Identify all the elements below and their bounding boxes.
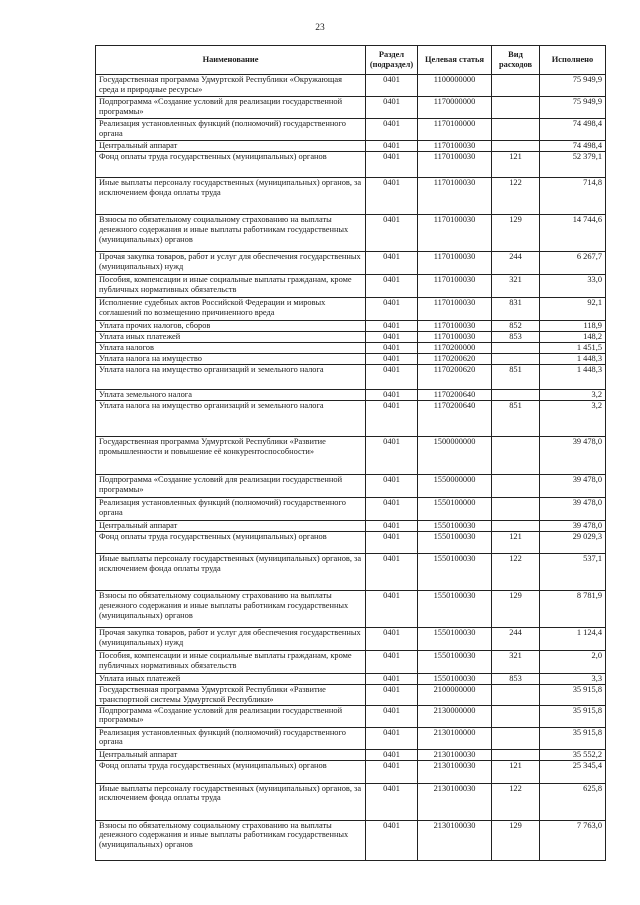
cell-expense-type (492, 475, 540, 498)
table-row (96, 141, 606, 152)
cell-name: Фонд оплаты труда государственных (муниципальных) органов (96, 152, 366, 178)
table-row (96, 628, 606, 651)
cell-target: 1170100030 (418, 298, 492, 321)
cell-section: 0401 (366, 783, 418, 820)
cell-executed: 25 345,4 (540, 760, 606, 783)
cell-name: Взносы по обязательному социальному страхованию на выплаты денежного содержания и иные выплаты работникам государственных (муниципальных) органов (96, 215, 366, 252)
cell-name: Уплата земельного налога (96, 390, 366, 401)
cell-target: 1170100030 (418, 275, 492, 298)
table-row (96, 390, 606, 401)
cell-section: 0401 (366, 119, 418, 141)
cell-executed: 714,8 (540, 178, 606, 215)
cell-executed: 35 915,8 (540, 685, 606, 706)
cell-target: 2130100000 (418, 727, 492, 749)
cell-expense-type: 853 (492, 332, 540, 343)
table-row (96, 727, 606, 749)
cell-section: 0401 (366, 152, 418, 178)
cell-name: Уплата иных платежей (96, 332, 366, 343)
cell-expense-type (492, 437, 540, 475)
cell-executed: 74 498,4 (540, 141, 606, 152)
cell-target: 1170100030 (418, 252, 492, 275)
cell-target: 1170100030 (418, 141, 492, 152)
header-executed: Исполнено (540, 46, 606, 75)
budget-table (95, 45, 606, 861)
table-row (96, 820, 606, 860)
table-row (96, 554, 606, 591)
table-row (96, 591, 606, 628)
table-row (96, 343, 606, 354)
table-header-row (96, 46, 606, 75)
cell-executed: 75 949,9 (540, 97, 606, 119)
cell-expense-type: 122 (492, 783, 540, 820)
cell-name: Центральный аппарат (96, 141, 366, 152)
table-row (96, 321, 606, 332)
cell-executed: 148,2 (540, 332, 606, 343)
cell-name: Уплата налога на имущество (96, 354, 366, 365)
cell-name: Иные выплаты персоналу государственных (муниципальных) органов, за исключением фонда оплаты труда (96, 178, 366, 215)
table-row (96, 783, 606, 820)
table-row (96, 75, 606, 97)
cell-name: Реализация установленных функций (полномочий) государственного органа (96, 498, 366, 521)
cell-executed: 6 267,7 (540, 252, 606, 275)
cell-name: Подпрограмма «Создание условий для реализации государственной программы» (96, 475, 366, 498)
cell-target: 1550100030 (418, 674, 492, 685)
cell-executed: 1 448,3 (540, 365, 606, 390)
cell-name: Взносы по обязательному социальному страхованию на выплаты денежного содержания и иные выплаты работникам государственных (муниципальных) органов (96, 591, 366, 628)
cell-expense-type: 121 (492, 152, 540, 178)
cell-expense-type (492, 685, 540, 706)
table-row (96, 498, 606, 521)
cell-section: 0401 (366, 760, 418, 783)
cell-target: 1550100030 (418, 651, 492, 674)
cell-executed: 3,2 (540, 390, 606, 401)
cell-name: Реализация установленных функций (полномочий) государственного органа (96, 119, 366, 141)
cell-executed: 52 379,1 (540, 152, 606, 178)
cell-name: Государственная программа Удмуртской Республики «Развитие промышленности и повышение её конкурентоспособности» (96, 437, 366, 475)
table-row (96, 475, 606, 498)
header-expense-type: Вид расходов (492, 46, 540, 75)
table-row (96, 651, 606, 674)
cell-section: 0401 (366, 97, 418, 119)
cell-expense-type: 852 (492, 321, 540, 332)
table-row (96, 298, 606, 321)
cell-executed: 3,2 (540, 401, 606, 437)
cell-name: Государственная программа Удмуртской Республики «Окружающая среда и природные ресурсы» (96, 75, 366, 97)
cell-name: Пособия, компенсации и иные социальные выплаты гражданам, кроме публичных нормативных обязательств (96, 651, 366, 674)
cell-executed: 2,0 (540, 651, 606, 674)
cell-name: Взносы по обязательному социальному страхованию на выплаты денежного содержания и иные выплаты работникам государственных (муниципальных) органов (96, 820, 366, 860)
cell-target: 1550100030 (418, 532, 492, 554)
cell-section: 0401 (366, 685, 418, 706)
cell-section: 0401 (366, 749, 418, 760)
cell-section: 0401 (366, 343, 418, 354)
cell-section: 0401 (366, 674, 418, 685)
cell-expense-type: 122 (492, 554, 540, 591)
cell-target: 1170200620 (418, 354, 492, 365)
cell-executed: 625,8 (540, 783, 606, 820)
cell-section: 0401 (366, 475, 418, 498)
cell-executed: 118,9 (540, 321, 606, 332)
cell-target: 2130000000 (418, 705, 492, 727)
cell-section: 0401 (366, 554, 418, 591)
table-row (96, 437, 606, 475)
cell-name: Центральный аппарат (96, 521, 366, 532)
cell-target: 1100000000 (418, 75, 492, 97)
cell-executed: 35 915,8 (540, 705, 606, 727)
cell-target: 1170000000 (418, 97, 492, 119)
cell-name: Уплата налога на имущество организаций и земельного налога (96, 401, 366, 437)
cell-name: Реализация установленных функций (полномочий) государственного органа (96, 727, 366, 749)
cell-target: 1550100030 (418, 521, 492, 532)
cell-executed: 39 478,0 (540, 521, 606, 532)
cell-expense-type: 244 (492, 628, 540, 651)
cell-target: 1170200000 (418, 343, 492, 354)
table-row (96, 685, 606, 706)
cell-executed: 14 744,6 (540, 215, 606, 252)
cell-section: 0401 (366, 401, 418, 437)
cell-target: 2130100030 (418, 760, 492, 783)
cell-executed: 8 781,9 (540, 591, 606, 628)
cell-name: Уплата прочих налогов, сборов (96, 321, 366, 332)
cell-expense-type (492, 119, 540, 141)
table-row (96, 178, 606, 215)
cell-expense-type: 244 (492, 252, 540, 275)
cell-executed: 92,1 (540, 298, 606, 321)
cell-name: Фонд оплаты труда государственных (муниципальных) органов (96, 760, 366, 783)
table-row (96, 521, 606, 532)
cell-section: 0401 (366, 521, 418, 532)
cell-executed: 35 915,8 (540, 727, 606, 749)
table-row (96, 401, 606, 437)
cell-expense-type (492, 727, 540, 749)
cell-executed: 33,0 (540, 275, 606, 298)
cell-executed: 39 478,0 (540, 475, 606, 498)
cell-executed: 74 498,4 (540, 119, 606, 141)
cell-target: 2130100030 (418, 820, 492, 860)
cell-expense-type: 122 (492, 178, 540, 215)
cell-name: Иные выплаты персоналу государственных (муниципальных) органов, за исключением фонда оплаты труда (96, 783, 366, 820)
cell-expense-type (492, 390, 540, 401)
cell-target: 1500000000 (418, 437, 492, 475)
cell-section: 0401 (366, 141, 418, 152)
cell-target: 1170100030 (418, 215, 492, 252)
table-row (96, 332, 606, 343)
cell-section: 0401 (366, 498, 418, 521)
cell-name: Прочая закупка товаров, работ и услуг для обеспечения государственных (муниципальных) нужд (96, 628, 366, 651)
cell-expense-type (492, 521, 540, 532)
cell-expense-type (492, 97, 540, 119)
cell-expense-type (492, 498, 540, 521)
cell-section: 0401 (366, 298, 418, 321)
cell-target: 2130100030 (418, 749, 492, 760)
cell-target: 1170200640 (418, 401, 492, 437)
table-row (96, 749, 606, 760)
table-row (96, 354, 606, 365)
cell-section: 0401 (366, 275, 418, 298)
cell-executed: 1 448,3 (540, 354, 606, 365)
cell-section: 0401 (366, 727, 418, 749)
cell-name: Прочая закупка товаров, работ и услуг для обеспечения государственных (муниципальных) нужд (96, 252, 366, 275)
cell-target: 1550100030 (418, 554, 492, 591)
cell-executed: 35 552,2 (540, 749, 606, 760)
cell-executed: 39 478,0 (540, 498, 606, 521)
budget-table-container (95, 45, 605, 861)
cell-section: 0401 (366, 354, 418, 365)
cell-executed: 29 029,3 (540, 532, 606, 554)
cell-executed: 75 949,9 (540, 75, 606, 97)
table-row (96, 252, 606, 275)
cell-target: 1550100030 (418, 628, 492, 651)
cell-name: Центральный аппарат (96, 749, 366, 760)
cell-target: 1170100030 (418, 178, 492, 215)
cell-name: Подпрограмма «Создание условий для реализации государственной программы» (96, 97, 366, 119)
cell-section: 0401 (366, 75, 418, 97)
cell-expense-type (492, 343, 540, 354)
cell-expense-type (492, 141, 540, 152)
table-row (96, 532, 606, 554)
cell-expense-type: 321 (492, 651, 540, 674)
cell-expense-type: 121 (492, 532, 540, 554)
cell-expense-type: 851 (492, 401, 540, 437)
cell-target: 1170200640 (418, 390, 492, 401)
table-row (96, 705, 606, 727)
cell-section: 0401 (366, 215, 418, 252)
cell-target: 1170100030 (418, 152, 492, 178)
cell-target: 1550100000 (418, 498, 492, 521)
cell-target: 1170100030 (418, 321, 492, 332)
cell-expense-type (492, 354, 540, 365)
cell-expense-type: 851 (492, 365, 540, 390)
cell-target: 1170100030 (418, 332, 492, 343)
cell-section: 0401 (366, 332, 418, 343)
cell-executed: 537,1 (540, 554, 606, 591)
cell-target: 1550000000 (418, 475, 492, 498)
table-body (96, 75, 606, 861)
table-row (96, 674, 606, 685)
cell-expense-type (492, 749, 540, 760)
cell-name: Подпрограмма «Создание условий для реализации государственной программы» (96, 705, 366, 727)
cell-section: 0401 (366, 390, 418, 401)
cell-expense-type (492, 75, 540, 97)
cell-name: Уплата иных платежей (96, 674, 366, 685)
cell-expense-type: 831 (492, 298, 540, 321)
header-section: Раздел (подраздел) (366, 46, 418, 75)
header-target: Целевая статья (418, 46, 492, 75)
cell-executed: 39 478,0 (540, 437, 606, 475)
cell-section: 0401 (366, 252, 418, 275)
cell-executed: 3,3 (540, 674, 606, 685)
cell-section: 0401 (366, 178, 418, 215)
cell-expense-type: 121 (492, 760, 540, 783)
header-name: Наименование (96, 46, 366, 75)
cell-target: 1170200620 (418, 365, 492, 390)
cell-executed: 1 451,5 (540, 343, 606, 354)
cell-executed: 1 124,4 (540, 628, 606, 651)
cell-target: 1550100030 (418, 591, 492, 628)
table-row (96, 152, 606, 178)
table-row (96, 215, 606, 252)
table-row (96, 760, 606, 783)
page-number: 23 (315, 23, 325, 33)
cell-section: 0401 (366, 365, 418, 390)
cell-name: Пособия, компенсации и иные социальные выплаты гражданам, кроме публичных нормативных обязательств (96, 275, 366, 298)
cell-name: Иные выплаты персоналу государственных (муниципальных) органов, за исключением фонда оплаты труда (96, 554, 366, 591)
table-row (96, 275, 606, 298)
cell-section: 0401 (366, 651, 418, 674)
table-row (96, 365, 606, 390)
cell-expense-type: 129 (492, 215, 540, 252)
cell-name: Исполнение судебных актов Российской Федерации и мировых соглашений по возмещению причиненного вреда (96, 298, 366, 321)
cell-target: 1170100000 (418, 119, 492, 141)
cell-name: Фонд оплаты труда государственных (муниципальных) органов (96, 532, 366, 554)
cell-section: 0401 (366, 820, 418, 860)
cell-section: 0401 (366, 532, 418, 554)
cell-name: Уплата налога на имущество организаций и земельного налога (96, 365, 366, 390)
cell-section: 0401 (366, 705, 418, 727)
cell-section: 0401 (366, 591, 418, 628)
cell-section: 0401 (366, 628, 418, 651)
cell-target: 2130100030 (418, 783, 492, 820)
cell-section: 0401 (366, 321, 418, 332)
cell-expense-type: 129 (492, 591, 540, 628)
cell-target: 2100000000 (418, 685, 492, 706)
cell-executed: 7 763,0 (540, 820, 606, 860)
cell-expense-type: 321 (492, 275, 540, 298)
cell-expense-type: 853 (492, 674, 540, 685)
cell-expense-type (492, 705, 540, 727)
cell-expense-type: 129 (492, 820, 540, 860)
cell-name: Уплата налогов (96, 343, 366, 354)
table-row (96, 119, 606, 141)
table-row (96, 97, 606, 119)
cell-name: Государственная программа Удмуртской Республики «Развитие транспортной системы Удмуртской Республики» (96, 685, 366, 706)
cell-section: 0401 (366, 437, 418, 475)
